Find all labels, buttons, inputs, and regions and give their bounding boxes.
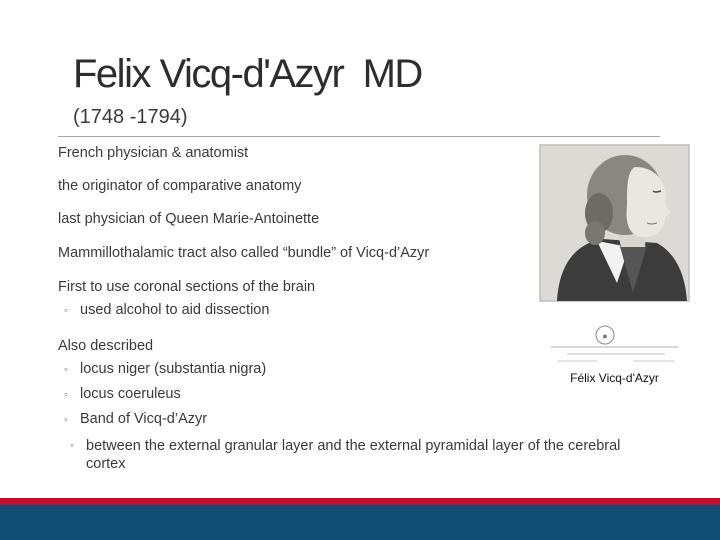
slide-subtitle: (1748 -1794) <box>73 106 188 128</box>
bullet-item: Also described <box>58 338 154 354</box>
footer-bar <box>0 505 720 540</box>
bullet-item: the originator of comparative anatomy <box>58 178 302 194</box>
slide-title: Felix Vicq-d'Azyr MD <box>73 52 422 96</box>
sub-bullet-marker-icon: ◦ <box>64 305 68 317</box>
sub-bullet-marker-icon: ◦ <box>70 440 74 452</box>
sub-bullet-item: ◦ used alcohol to aid dissection <box>64 302 270 318</box>
portrait-image <box>537 143 692 387</box>
bullet-item: last physician of Queen Marie-Antoinette <box>58 211 320 227</box>
sub-bullet-item: ◦ locus niger (substantia nigra) <box>64 361 267 377</box>
title-divider <box>58 136 660 137</box>
svg-text:●: ● <box>602 331 608 341</box>
portrait-caption: Félix Vicq-d'Azyr <box>570 371 659 385</box>
bullet-item: First to use coronal sections of the brain <box>58 279 316 295</box>
sub-bullet-marker-icon: ◦ <box>64 364 68 376</box>
sub-bullet-item: ◦ locus coeruleus <box>64 386 181 402</box>
sub-bullet-item: ◦ Band of Vicq-d’Azyr <box>64 411 208 427</box>
sub-bullet-marker-icon: ◦ <box>64 389 68 401</box>
footer-accent-red <box>0 498 720 505</box>
sub-sub-bullet-item: ◦ between the external granular layer and the external pyramidal layer of the cerebral cortex <box>70 438 621 472</box>
portrait-engraving-icon <box>537 143 692 387</box>
sub-bullet-marker-icon: ◦ <box>64 414 68 426</box>
bullet-item: Mammillothalamic tract also called “bundle” of Vicq-d’Azyr <box>58 245 430 261</box>
bullet-item: French physician & anatomist <box>58 145 249 161</box>
